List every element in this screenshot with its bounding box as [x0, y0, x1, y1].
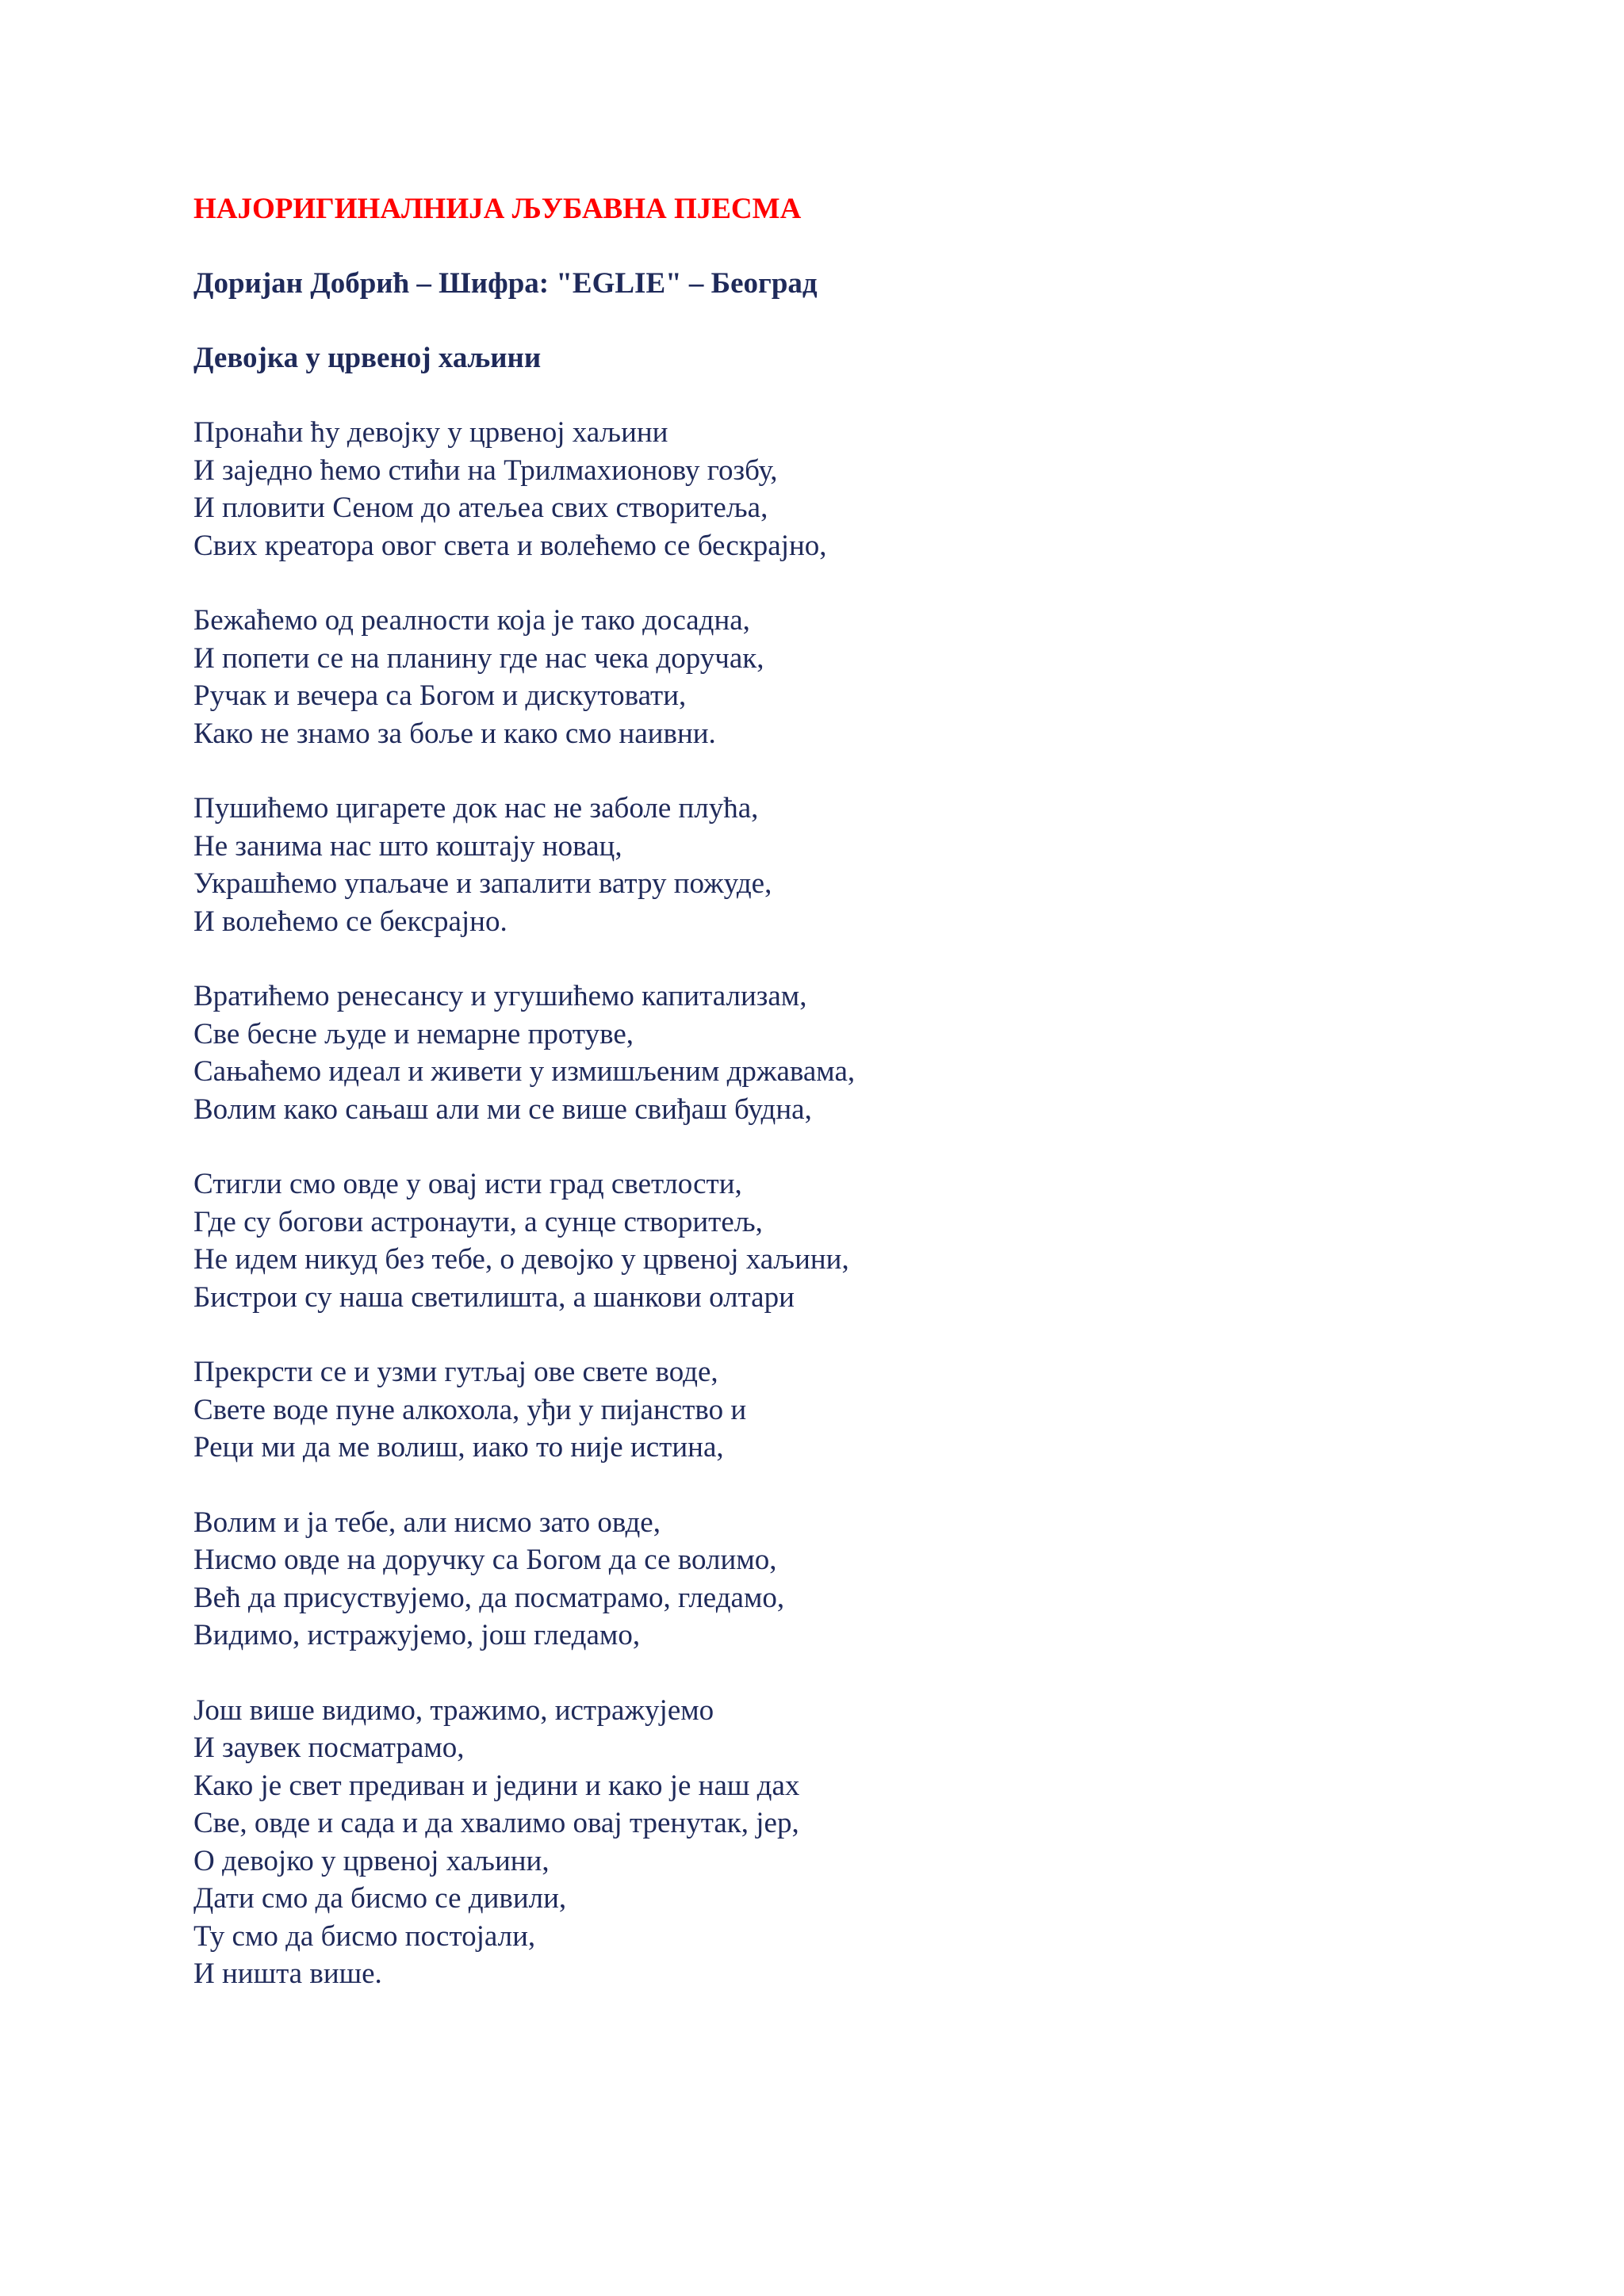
poem-line: И ништа више. — [193, 1957, 382, 1990]
poem-stanza — [193, 1504, 1542, 1655]
poem-stanza — [193, 1353, 1542, 1467]
poem-line: Бистрои су наша светилишта, а шанкови олтари — [193, 1280, 795, 1314]
poem-stanza — [193, 414, 1542, 564]
poem-line: Пронаћи ћу девојку у црвеној хаљини — [193, 416, 668, 449]
poem-line: Стигли смо овде у овај исти град светлости, — [193, 1168, 742, 1200]
poem-line: Видимо, истражујемо, још гледамо, — [193, 1619, 641, 1651]
poem-line: О девојко у црвеној хаљини, — [193, 1844, 550, 1877]
poem-line: Ручак и вечера са Богом и дискутовати, — [193, 679, 687, 712]
poem-line: И заједно ћемо стићи на Трилмахионову гозбу, — [193, 453, 778, 487]
document-title: НАЈОРИГИНАЛНИЈА ЉУБАВНА ПЈЕСМА — [193, 193, 802, 225]
poem-line: Волим како сањаш али ми се више свиђаш будна, — [193, 1093, 812, 1126]
poem-line: Где су богови астронаути, а сунце створитељ, — [193, 1205, 763, 1238]
poem-line: Још више видимо, тражимо, истражујемо — [193, 1693, 714, 1727]
poem-stanza — [193, 790, 1542, 940]
poem-line: Волим и ја тебе, али нисмо зато овде, — [193, 1506, 661, 1539]
poem-line: И волећемо се бексрајно. — [193, 905, 508, 938]
poem-line: Бежаћемо од реалности која је тако досадна, — [193, 604, 750, 637]
poem-line: И заувек посматрамо, — [193, 1732, 465, 1764]
document-content — [193, 190, 1542, 2030]
poem-line: Све, овде и сада и да хвалимо овај тренутак, јер, — [193, 1807, 799, 1839]
poem-line: Пушићемо цигарете док нас не заболе плућа, — [193, 792, 759, 825]
poem-stanza — [193, 978, 1542, 1128]
poem-line: Не занима нас што коштају новац, — [193, 829, 622, 863]
poem-line: И пловити Сеном до атељеа свих створитеља, — [193, 492, 768, 524]
poem-line: Како не знамо за боље и како смо наивни. — [193, 717, 716, 750]
poem-line: Не идем никуд без тебе, о девојко у црвеној хаљини, — [193, 1243, 849, 1276]
author-byline: Доријан Добрић – Шифра: "EGLIE" – Београд — [193, 267, 818, 300]
poem-line: Реци ми да ме волиш, иако то није истина, — [193, 1431, 724, 1464]
poem-line: Вратићемо ренесансу и угушићемо капитализам, — [193, 980, 807, 1012]
poem-stanza — [193, 602, 1542, 752]
poem-line: Сањаћемо идеал и живети у измишљеним државама, — [193, 1055, 856, 1088]
poem-line: И попети се на планину где нас чека доручак, — [193, 641, 764, 675]
poem-line: Ту смо да бисмо постојали, — [193, 1919, 536, 1953]
poem-line: Нисмо овде на доручку са Богом да се волимо, — [193, 1544, 777, 1576]
poem-stanza — [193, 1692, 1542, 1993]
poem-line: Дати смо да бисмо се дивили, — [193, 1882, 567, 1915]
poem-body — [193, 414, 1542, 1993]
poem-line: Свих креатора овог света и волећемо се бескрајно, — [193, 529, 827, 562]
poem-title: Девојка у црвеној хаљини — [193, 342, 542, 374]
poem-line: Свете воде пуне алкохола, уђи у пијанство и — [193, 1393, 747, 1426]
poem-line: Како је свет предиван и једини и како је наш дах — [193, 1769, 800, 1802]
poem-line: Прекрсти се и узми гутљај ове свете воде, — [193, 1356, 718, 1388]
poem-stanza — [193, 1165, 1542, 1316]
poem-line: Све бесне људе и немарне протуве, — [193, 1017, 634, 1050]
poem-line: Украшћемо упаљаче и запалити ватру пожуде, — [193, 867, 772, 900]
poem-line: Већ да присуствујемо, да посматрамо, гледамо, — [193, 1581, 785, 1614]
